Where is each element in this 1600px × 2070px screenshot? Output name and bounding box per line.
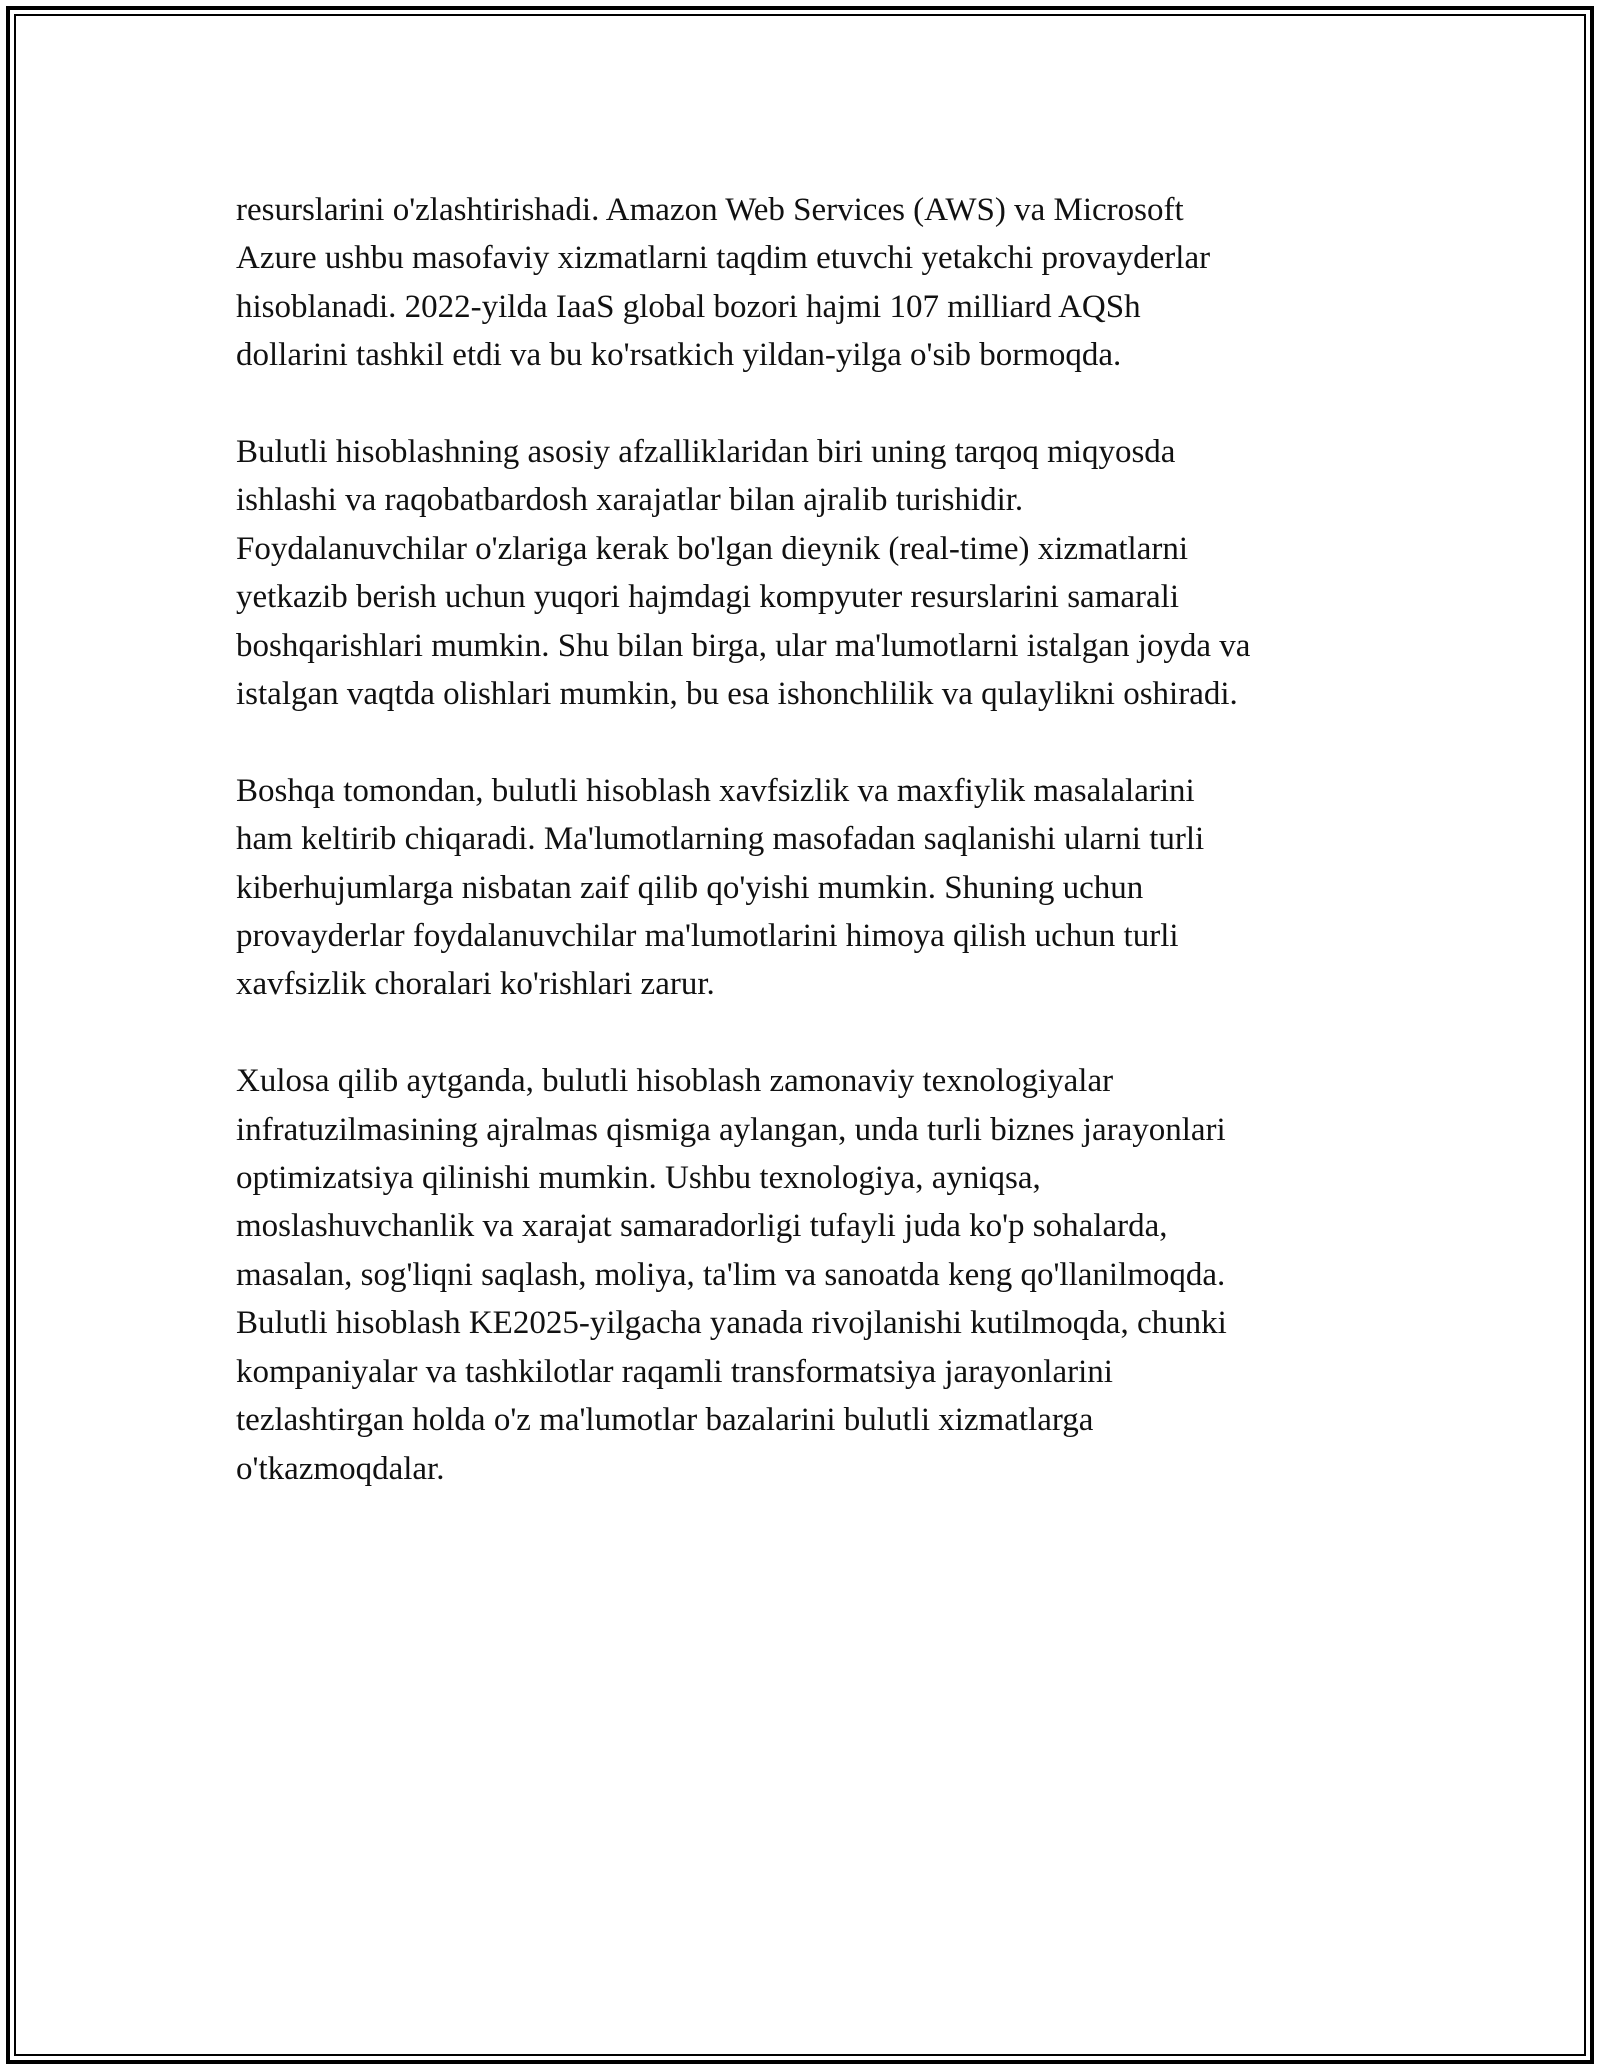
text-line: yetkazib berish uchun yuqori hajmdagi kompyuter resurslarini samarali <box>236 579 1179 616</box>
text-line: Foydalanuvchilar o'zlariga kerak bo'lgan dieynik (real-time) xizmatlarni <box>236 530 1189 567</box>
text-line: hisoblanadi. 2022-yilda IaaS global bozori hajmi 107 milliard AQSh <box>236 288 1141 325</box>
text-line: masalan, sog'liqni saqlash, moliya, ta'lim va sanoatda keng qo'llanilmoqda. <box>236 1256 1226 1293</box>
text-line: tezlashtirgan holda o'z ma'lumotlar bazalarini bulutli xizmatlarga <box>236 1402 1094 1439</box>
text-line: Bulutli hisoblash KE2025-yilgacha yanada rivojlanishi kutilmoqda, chunki <box>236 1305 1227 1342</box>
text-line: provayderlar foydalanuvchilar ma'lumotlarini himoya qilish uchun turli <box>236 918 1179 955</box>
text-line: istalgan vaqtda olishlari mumkin, bu esa ishonchlilik va qulaylikni oshiradi. <box>236 676 1238 713</box>
text-line: Bulutli hisoblashning asosiy afzalliklaridan biri uning tarqoq miqyosda <box>236 434 1176 471</box>
document-body <box>236 186 1376 1541</box>
text-line: kompaniyalar va tashkilotlar raqamli transformatsiya jarayonlarini <box>236 1353 1113 1390</box>
text-line: Boshqa tomondan, bulutli hisoblash xavfsizlik va maxfiylik masalalarini <box>236 772 1195 809</box>
paragraph-4 <box>236 1057 1376 1493</box>
text-line: Xulosa qilib aytganda, bulutli hisoblash zamonaviy texnologiyalar <box>236 1063 1114 1100</box>
text-line: boshqarishlari mumkin. Shu bilan birga, ular ma'lumotlarni istalgan joyda va <box>236 627 1251 664</box>
text-line: dollarini tashkil etdi va bu ko'rsatkich yildan-yilga o'sib bormoqda. <box>236 337 1122 374</box>
text-line: infratuzilmasining ajralmas qismiga aylangan, unda turli biznes jarayonlari <box>236 1111 1226 1148</box>
text-line: kiberhujumlarga nisbatan zaif qilib qo'yishi mumkin. Shuning uchun <box>236 869 1144 906</box>
text-line: o'tkazmoqdalar. <box>236 1450 445 1487</box>
text-line: moslashuvchanlik va xarajat samaradorligi tufayli juda ko'p sohalarda, <box>236 1208 1168 1245</box>
text-line: Azure ushbu masofaviy xizmatlarni taqdim etuvchi yetakchi provayderlar <box>236 240 1211 277</box>
text-line: resurslarini o'zlashtirishadi. Amazon Web Services (AWS) va Microsoft <box>236 192 1184 228</box>
text-line: optimizatsiya qilinishi mumkin. Ushbu texnologiya, ayniqsa, <box>236 1160 1041 1197</box>
paragraph-1 <box>236 186 1376 380</box>
paragraph-3 <box>236 767 1376 1009</box>
paragraph-2 <box>236 428 1376 718</box>
text-line: xavfsizlik choralari ko'rishlari zarur. <box>236 966 715 1003</box>
text-line: ishlashi va raqobatbardosh xarajatlar bilan ajralib turishidir. <box>236 482 1024 519</box>
text-line: ham keltirib chiqaradi. Ma'lumotlarning masofadan saqlanishi ularni turli <box>236 821 1205 858</box>
